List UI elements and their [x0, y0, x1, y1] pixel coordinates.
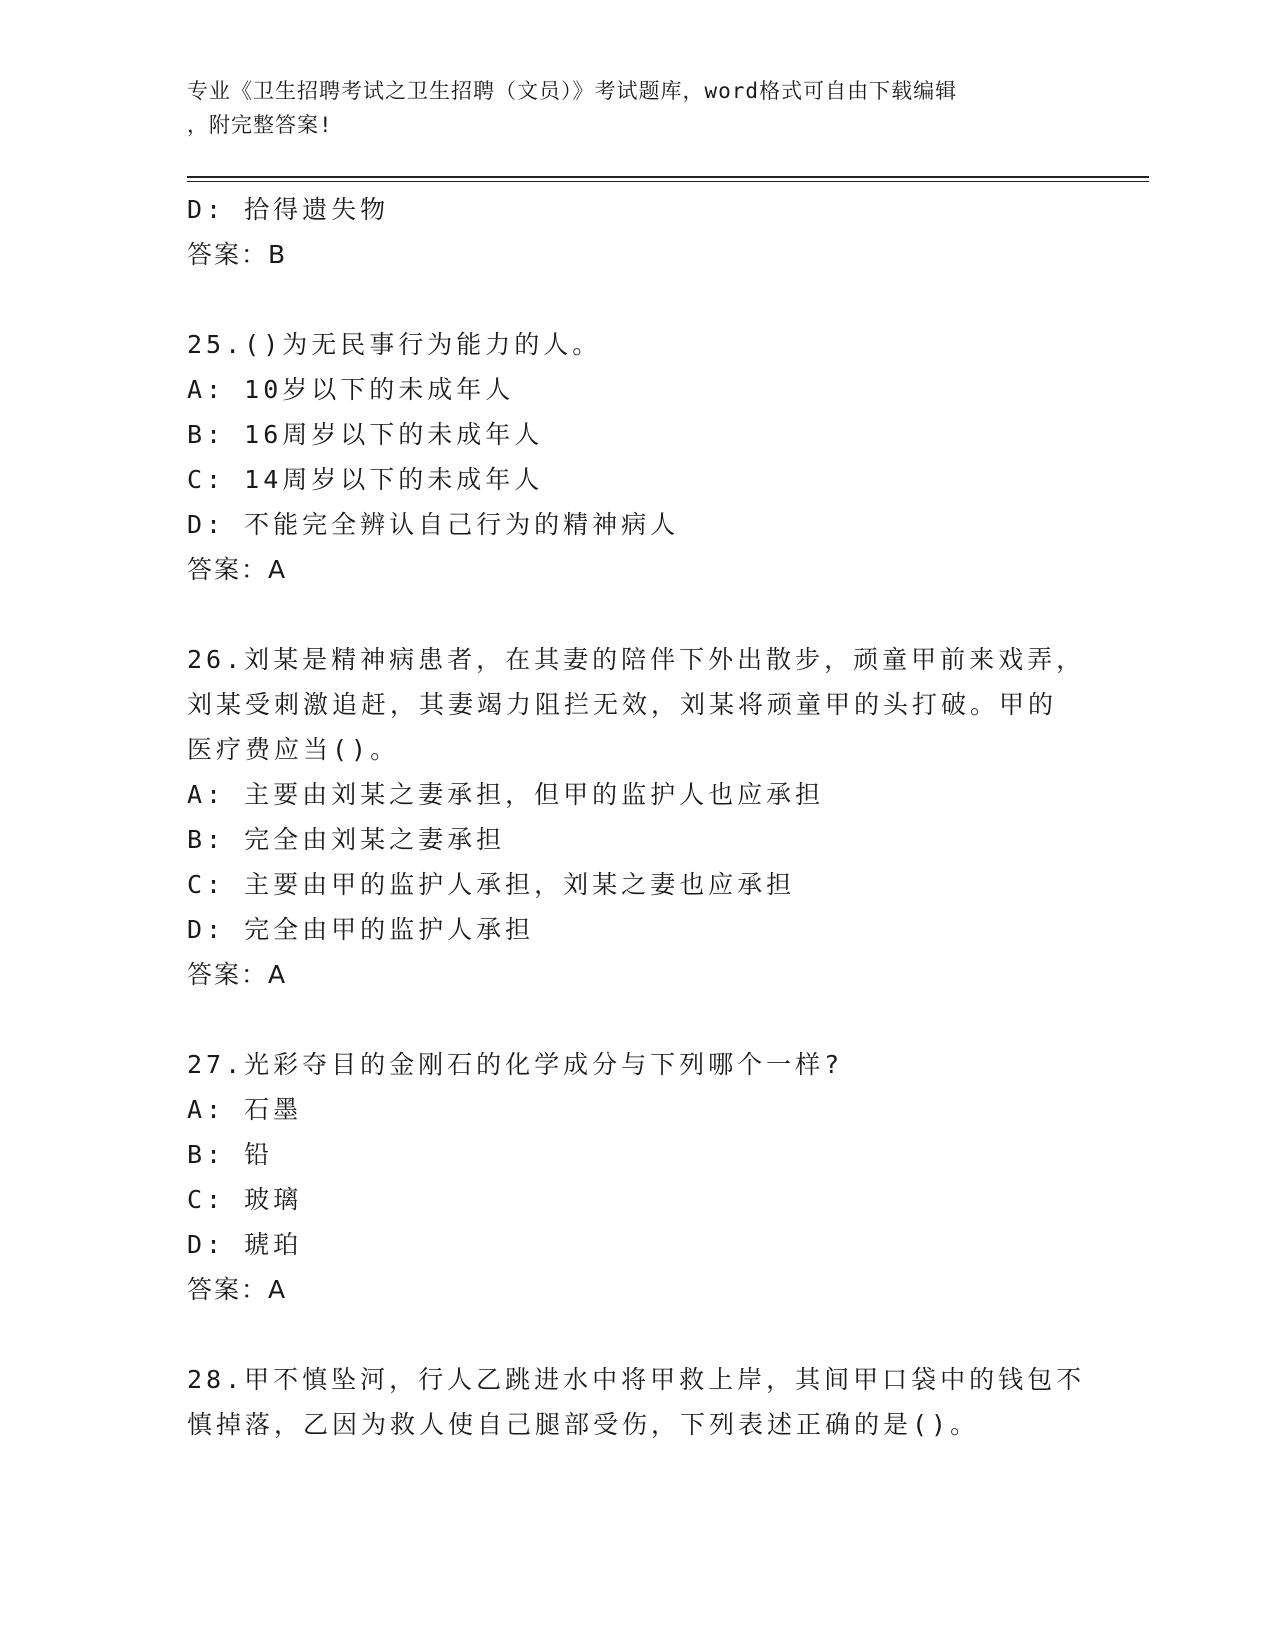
question-text: 25.()为无民事行为能力的人。: [187, 330, 602, 359]
option-b: B: 16周岁以下的未成年人: [187, 420, 544, 449]
question-list: [187, 187, 1087, 1447]
option-d: D: 拾得遗失物: [187, 195, 390, 224]
header-divider-thick: [187, 176, 1149, 178]
option-d: D: 琥珀: [187, 1230, 303, 1259]
question-text: 27.光彩夺目的金刚石的化学成分与下列哪个一样?: [187, 1050, 844, 1079]
document-header: [187, 74, 1067, 142]
option-a: A: 10岁以下的未成年人: [187, 375, 515, 404]
option-c: C: 14周岁以下的未成年人: [187, 465, 544, 494]
question-26: [187, 637, 1087, 997]
question-27: [187, 1042, 1087, 1312]
question-28: [187, 1357, 1087, 1447]
header-line-1: 专业《卫生招聘考试之卫生招聘（文员）》考试题库，word格式可自由下载编辑: [187, 79, 958, 103]
option-a: A: 主要由刘某之妻承担，但甲的监护人也应承担: [187, 780, 825, 809]
option-d: D: 完全由甲的监护人承担: [187, 915, 535, 944]
spacer: [187, 1312, 1087, 1357]
spacer: [187, 592, 1087, 637]
option-c: C: 玻璃: [187, 1185, 303, 1214]
header-line-2: ，附完整答案!: [187, 113, 333, 137]
option-d: D: 不能完全辨认自己行为的精神病人: [187, 510, 680, 539]
option-b: B: 完全由刘某之妻承担: [187, 825, 506, 854]
option-a: A: 石墨: [187, 1095, 303, 1124]
question-25: [187, 322, 1087, 592]
answer-line: 答案：A: [187, 960, 288, 989]
spacer: [187, 277, 1087, 322]
answer-line: 答案：A: [187, 555, 288, 584]
answer-line: 答案：A: [187, 1275, 288, 1304]
header-divider-thin: [187, 181, 1149, 182]
question-text: 28.甲不慎坠河，行人乙跳进水中将甲救上岸，其间甲口袋中的钱包不: [187, 1365, 1086, 1394]
option-c: C: 主要由甲的监护人承担，刘某之妻也应承担: [187, 870, 796, 899]
spacer: [187, 997, 1087, 1042]
question-text: 26.刘某是精神病患者，在其妻的陪伴下外出散步，顽童甲前来戏弄，: [187, 645, 1086, 674]
answer-line: 答案：B: [187, 240, 288, 269]
question-text: 医疗费应当()。: [187, 735, 400, 764]
question-text: 慎掉落，乙因为救人使自己腿部受伤，下列表述正确的是()。: [187, 1410, 980, 1439]
option-b: B: 铅: [187, 1140, 274, 1169]
question-text: 刘某受刺激追赶，其妻竭力阻拦无效，刘某将顽童甲的头打破。甲的: [187, 690, 1058, 719]
